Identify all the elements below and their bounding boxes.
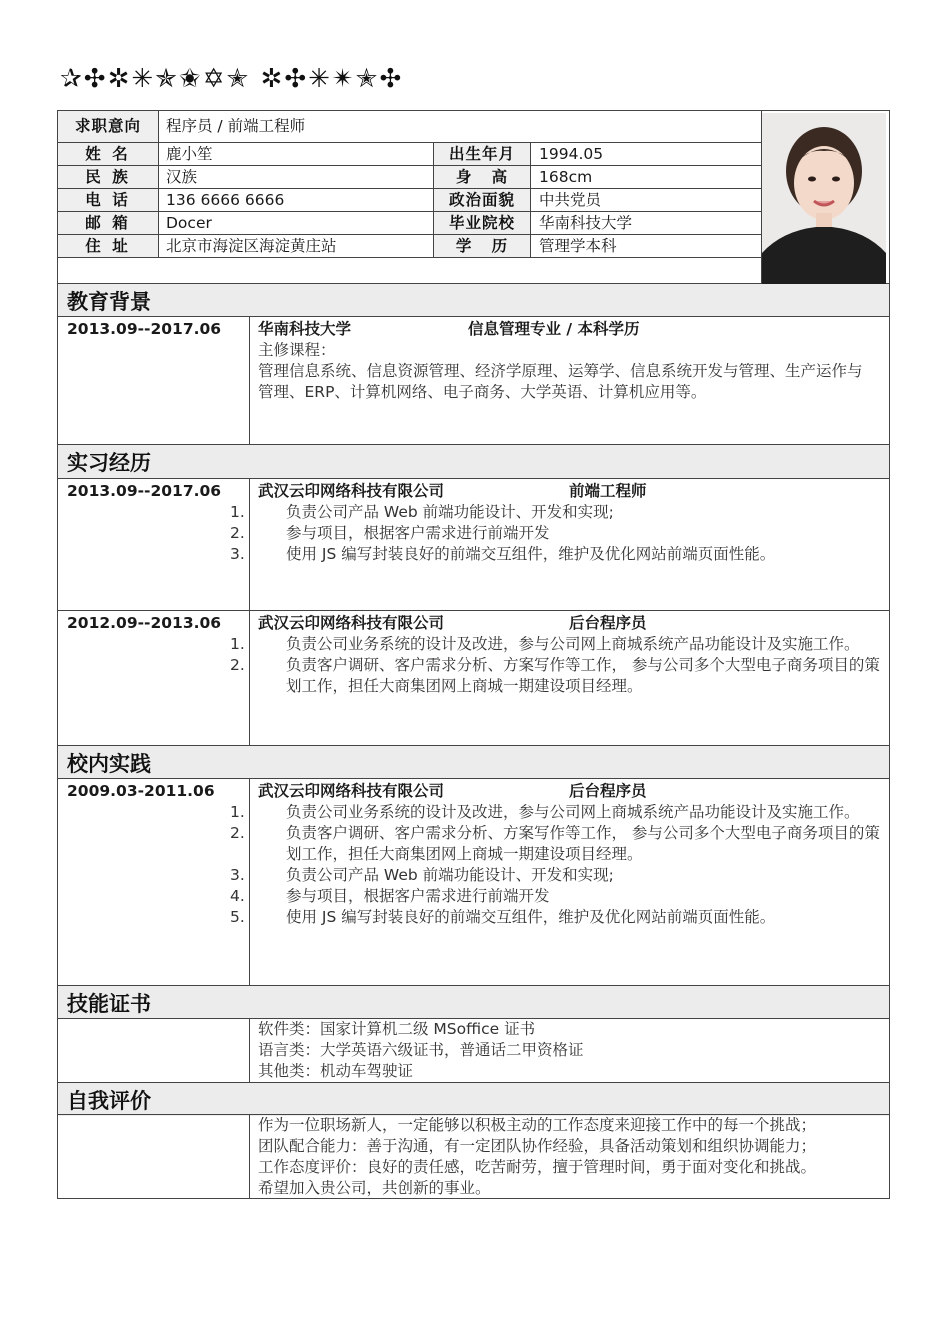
internship-company-1: 武汉云印网络科技有限公司 xyxy=(258,482,445,500)
internship-role-1: 前端工程师 xyxy=(569,482,647,500)
info-value: 168cm xyxy=(539,168,593,186)
self-line: 工作态度评价：良好的责任感，吃苦耐劳，擅于管理时间，勇于面对变化和挑战。 xyxy=(258,1158,817,1176)
campus-company: 武汉云印网络科技有限公司 xyxy=(258,782,445,800)
info-label: 政治面貌 xyxy=(434,189,530,211)
internship-duties-1 xyxy=(230,502,886,565)
info-value: 鹿小笙 xyxy=(166,145,213,163)
list-item: 4. 参与项目，根据客户需求进行前端开发 xyxy=(230,887,550,905)
intent-label: 求职意向 xyxy=(58,111,158,142)
info-label: 邮 箱 xyxy=(58,212,158,234)
info-value: 136 6666 6666 xyxy=(166,191,285,209)
skill-line: 软件类：国家计算机二级 MSoffice 证书 xyxy=(258,1020,536,1038)
internship-role-2: 后台程序员 xyxy=(569,614,647,632)
info-label: 民 族 xyxy=(58,166,158,188)
list-item: 1. 负责公司业务系统的设计及改进，参与公司网上商城系统产品功能设计及实施工作。 xyxy=(230,635,860,653)
campus-block xyxy=(57,778,890,986)
self-block xyxy=(57,1114,890,1199)
list-item: 2. 负责客户调研、客户需求分析、方案写作等工作， 参与公司多个大型电子商务项目的策划工作，担任大商集团网上商城一期建设项目经理。 xyxy=(230,824,880,863)
info-label: 身 高 xyxy=(434,166,530,188)
list-item: 3. 负责公司产品 Web 前端功能设计、开发和实现; xyxy=(230,866,614,884)
skills-heading: 技能证书 xyxy=(67,992,151,1016)
section-skills-header xyxy=(57,986,890,1019)
internship-date-1: 2013.09--2017.06 xyxy=(67,482,222,500)
portrait-image xyxy=(762,113,886,286)
education-date: 2013.09--2017.06 xyxy=(67,320,222,338)
self-line: 团队配合能力：善于沟通，有一定团队协作经验，具备活动策划和组织协调能力； xyxy=(258,1137,817,1155)
info-value: 中共党员 xyxy=(539,191,602,209)
self-heading: 自我评价 xyxy=(67,1089,151,1113)
info-value: 华南科技大学 xyxy=(539,214,633,232)
list-item: 1. 负责公司产品 Web 前端功能设计、开发和实现; xyxy=(230,503,614,521)
list-item: 3. 使用 JS 编写封装良好的前端交互组件，维护及优化网站前端页面性能。 xyxy=(230,545,776,563)
self-line: 希望加入贵公司，共创新的事业。 xyxy=(258,1179,491,1197)
intent-value: 程序员 / 前端工程师 xyxy=(166,117,306,135)
info-label: 学 历 xyxy=(434,235,530,257)
education-line: 管理信息系统、信息资源管理、经济学原理、运筹学、信息系统开发与管理、生产运作与 xyxy=(258,362,863,380)
info-label: 姓 名 xyxy=(58,143,158,165)
self-line: 作为一位职场新人，一定能够以积极主动的工作态度来迎接工作中的每一个挑战； xyxy=(258,1116,817,1134)
info-value: 汉族 xyxy=(166,168,198,186)
internship-duties-2 xyxy=(230,634,886,697)
info-value: 北京市海淀区海淀黄庄站 xyxy=(166,237,337,255)
list-item: 5. 使用 JS 编写封装良好的前端交互组件，维护及优化网站前端页面性能。 xyxy=(230,908,776,926)
skill-line: 语言类：大学英语六级证书，普通话二甲资格证 xyxy=(258,1041,584,1059)
list-item: 2. 参与项目，根据客户需求进行前端开发 xyxy=(230,524,550,542)
info-value: 1994.05 xyxy=(539,145,604,163)
info-label: 电 话 xyxy=(58,189,158,211)
campus-date: 2009.03-2011.06 xyxy=(67,782,215,800)
skills-block xyxy=(57,1018,890,1083)
info-label: 出生年月 xyxy=(434,143,530,165)
internship-block xyxy=(57,478,890,746)
education-line: 管理、ERP、计算机网络、电子商务、大学英语、计算机应用等。 xyxy=(258,383,707,401)
info-value: Docer xyxy=(166,214,212,232)
education-courses xyxy=(258,340,888,403)
internship-company-2: 武汉云印网络科技有限公司 xyxy=(258,614,445,632)
resume-title: ✰✣✲✳✯✬✡✭ ✲✣✳✴✭✣ xyxy=(60,64,404,94)
info-label: 住 址 xyxy=(58,235,158,257)
campus-heading: 校内实践 xyxy=(67,752,151,776)
education-school: 华南科技大学 xyxy=(258,320,352,338)
campus-duties xyxy=(230,802,886,928)
profile-photo xyxy=(762,113,886,286)
section-self-header xyxy=(57,1083,890,1116)
internship-date-2: 2012.09--2013.06 xyxy=(67,614,222,632)
campus-role: 后台程序员 xyxy=(569,782,647,800)
info-label: 毕业院校 xyxy=(434,212,530,234)
education-block xyxy=(57,316,890,445)
education-heading: 教育背景 xyxy=(67,290,151,314)
section-internship-header xyxy=(57,445,890,478)
section-campus-header xyxy=(57,746,890,779)
education-major: 信息管理专业 / 本科学历 xyxy=(468,320,640,338)
list-item: 2. 负责客户调研、客户需求分析、方案写作等工作， 参与公司多个大型电子商务项目的策划工作，担任大商集团网上商城一期建设项目经理。 xyxy=(230,656,880,695)
skills-list xyxy=(258,1019,886,1082)
list-item: 1. 负责公司业务系统的设计及改进，参与公司网上商城系统产品功能设计及实施工作。 xyxy=(230,803,860,821)
section-education-header xyxy=(57,284,890,317)
skill-line: 其他类：机动车驾驶证 xyxy=(258,1062,414,1080)
internship-heading: 实习经历 xyxy=(67,451,151,475)
self-evaluation xyxy=(258,1115,886,1199)
education-line: 主修课程： xyxy=(258,341,336,359)
info-value: 管理学本科 xyxy=(539,237,617,255)
